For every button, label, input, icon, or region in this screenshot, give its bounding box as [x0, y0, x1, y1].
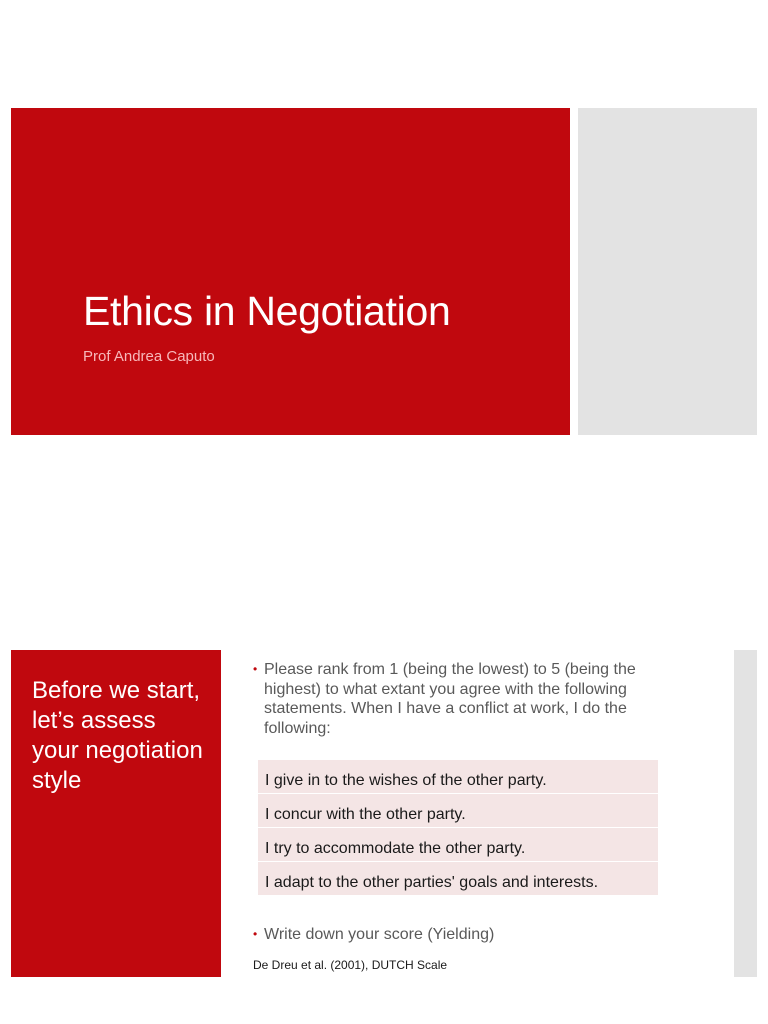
slide-title: Ethics in Negotiation — [83, 288, 451, 334]
table-row: I try to accommodate the other party. — [258, 828, 658, 861]
slide-heading: Before we start, let’s assess your negotiation style — [32, 677, 203, 794]
citation: De Dreu et al. (2001), DUTCH Scale — [253, 958, 448, 972]
score-bullet — [253, 925, 673, 945]
statements-table — [258, 760, 658, 896]
table-row: I adapt to the other parties' goals and interests. — [258, 862, 658, 895]
score-text: Write down your score (Yielding) — [264, 926, 495, 943]
side-panel — [578, 108, 757, 435]
title-panel — [11, 108, 570, 435]
slide-subtitle: Prof Andrea Caputo — [83, 348, 215, 365]
bullet-icon: • — [253, 662, 258, 676]
heading-panel — [11, 650, 221, 977]
table-row: I concur with the other party. — [258, 794, 658, 827]
bullet-icon: • — [253, 927, 258, 941]
table-row: I give in to the wishes of the other party. — [258, 760, 658, 793]
instruction-bullet — [253, 660, 673, 738]
side-panel — [734, 650, 757, 977]
instruction-text: Please rank from 1 (being the lowest) to 5 (being the highest) to what extant you agree with the following statements. When I have a conflict at work, I do the following: — [264, 661, 636, 737]
